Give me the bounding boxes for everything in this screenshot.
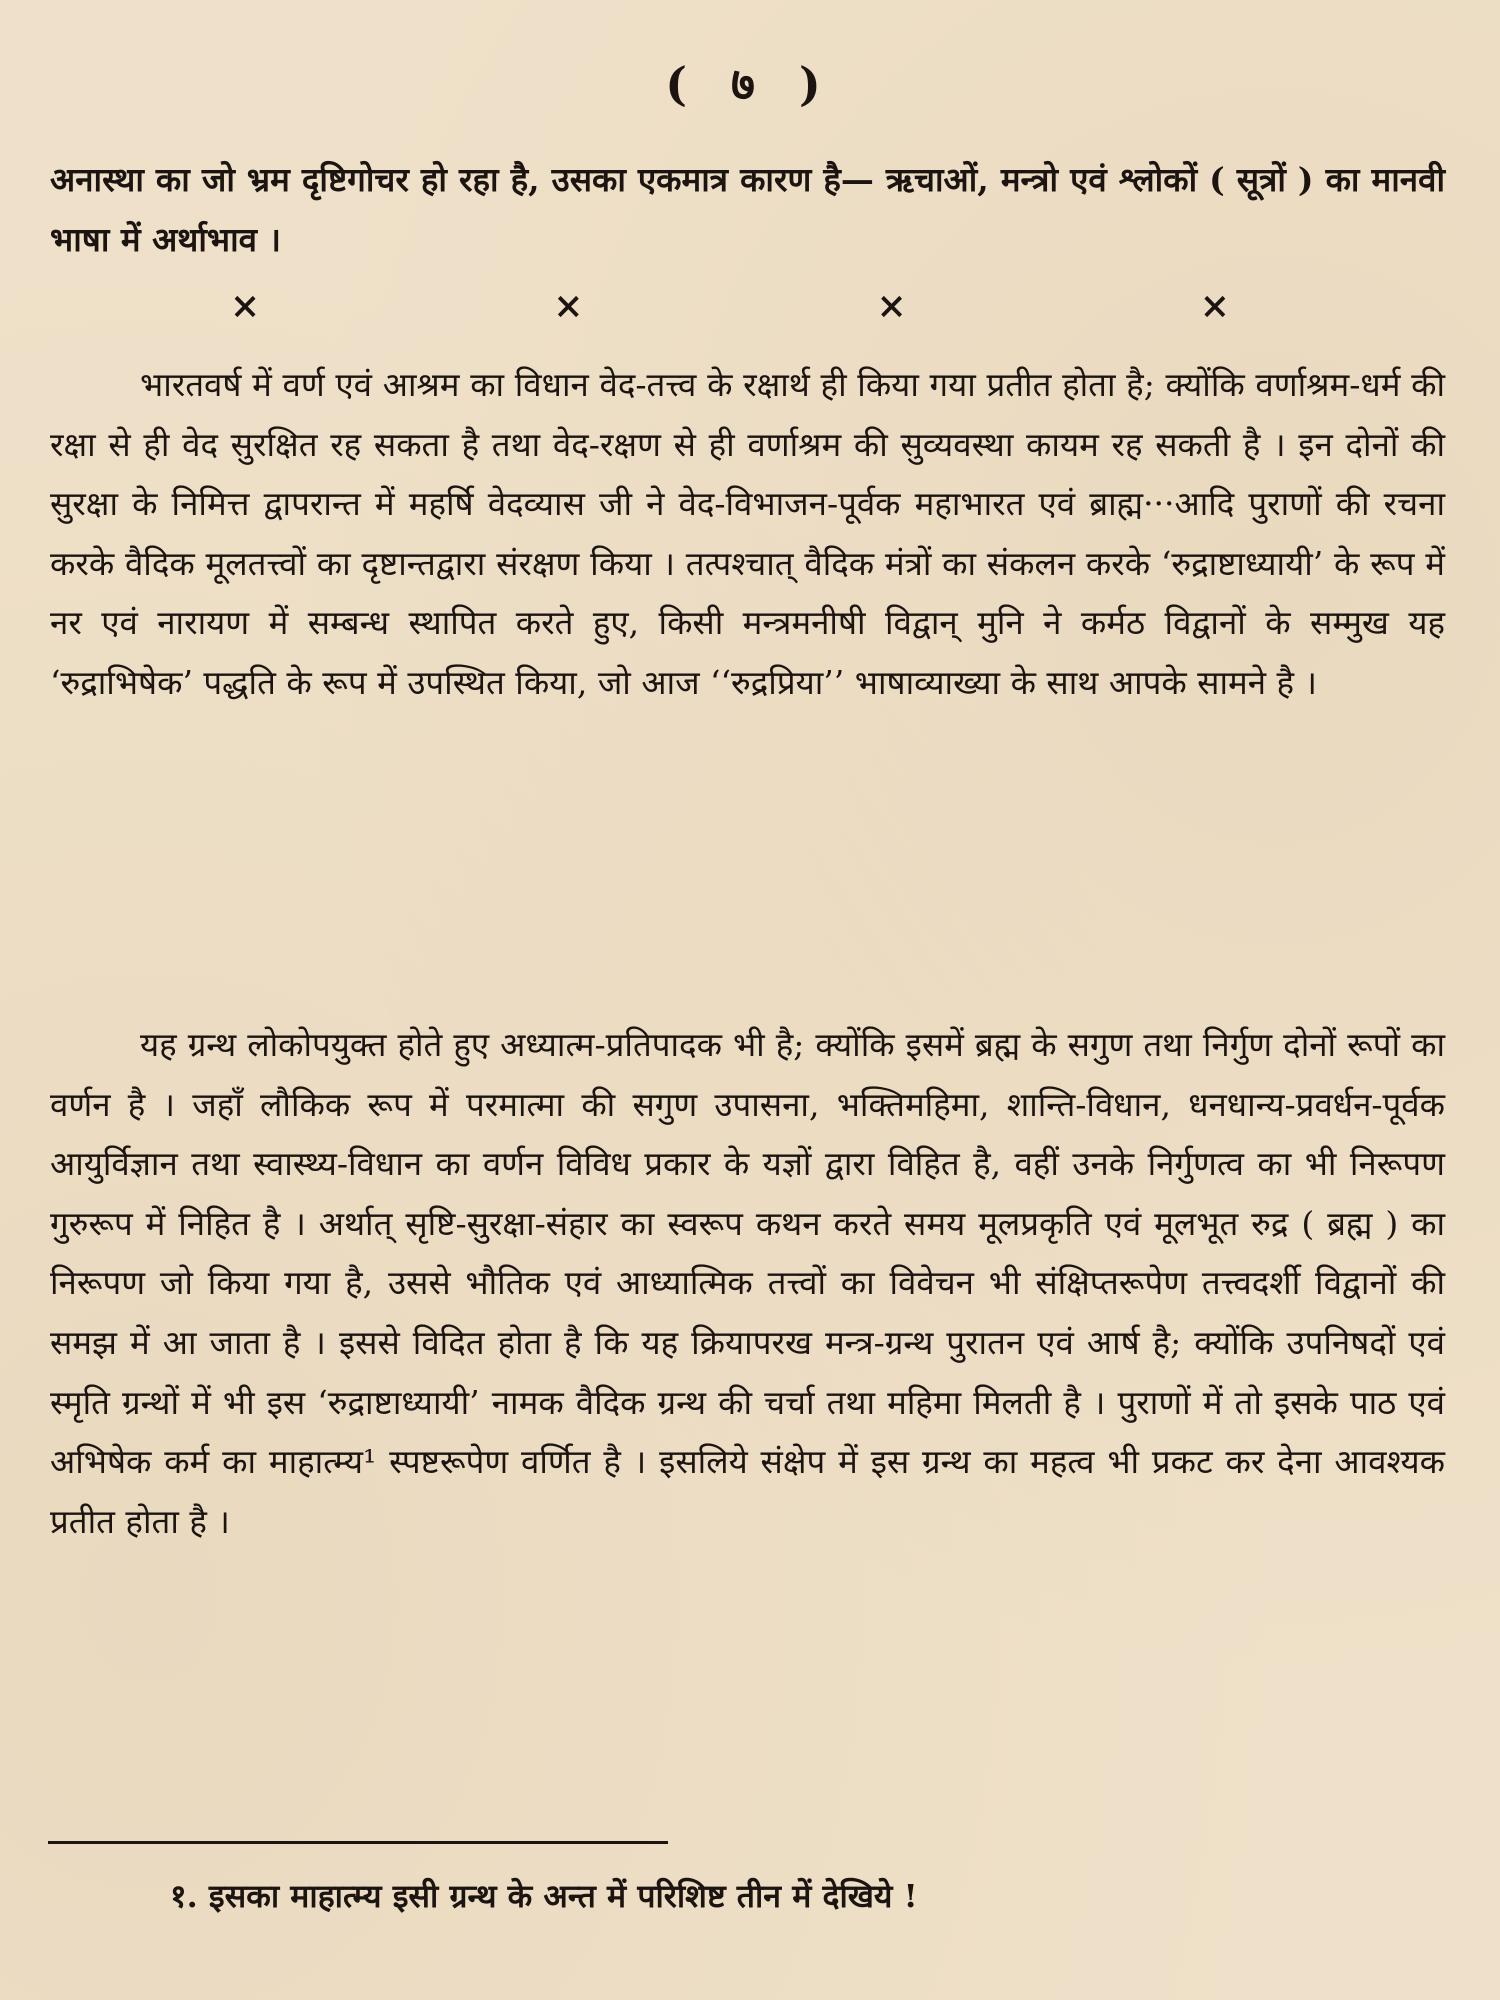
footnote-divider xyxy=(48,1841,668,1844)
paragraph-varnashram: भारतवर्ष में वर्ण एवं आश्रम का विधान वेद-तत्त्व के रक्षार्थ ही किया गया प्रतीत होता है; क्योंकि वर्णाश्रम-धर्म की रक्षा से ही वेद सुरक्षित रह सकता है तथा वेद-रक्षण से ही वर्णाश्रम की सुव्यवस्था कायम रह सकती है । इन दोनों की सुरक्षा के निमित्त द्वापरान्त में महर्षि वेदव्यास जी ने वेद-विभाजन-पूर्वक महाभारत एवं ब्राह्म···आदि पुराणों की रचना करके वैदिक मूलतत्त्वों का दृष्टान्तद्वारा संरक्षण किया । तत्पश्चात् वैदिक मंत्रों का संकलन करके ‘रुद्राष्टाध्यायी’ के रूप में नर एवं नारायण में सम्बन्ध स्थापित करते हुए, किसी मन्त्रमनीषी विद्वान् मुनि ने कर्मठ विद्वानों के सम्मुख यह ‘रुद्राभिषेक’ पद्धति के रूप में उपस्थित किया, जो आज ‘‘रुद्रप्रिया’’ भाषाव्याख्या के साथ आपके सामने है । xyxy=(50,365,1445,702)
paragraph-granth-mahatva: यह ग्रन्थ लोकोपयुक्त होते हुए अध्यात्म-प्रतिपादक भी है; क्योंकि इसमें ब्रह्म के सगुण तथा निर्गुण दोनों रूपों का वर्णन है । जहाँ लौकिक रूप में परमात्मा की सगुण उपासना, भक्तिमहिमा, शान्ति-विधान, धनधान्य-प्रवर्धन-पूर्वक आयुर्विज्ञान तथा स्वास्थ्य-विधान का वर्णन विविध प्रकार के यज्ञों द्वारा विहित है, वहीं उनके निर्गुणत्व का भी निरूपण गुरुरूप में निहित है । अर्थात् सृष्टि-सुरक्षा-संहार का स्वरूप कथन करते समय मूलप्रकृति एवं मूलभूत रुद्र ( ब्रह्म ) का निरूपण जो किया गया है, उससे भौतिक एवं आध्यात्मिक तत्त्वों का विवेचन भी संक्षिप्तरूपेण तत्त्वदर्शी विद्वानों की समझ में आ जाता है । इससे विदित होता है कि यह क्रियापरख मन्त्र-ग्रन्थ पुरातन एवं आर्ष है; क्योंकि उपनिषदों एवं स्मृति ग्रन्थों में भी इस ‘रुद्राष्टाध्यायी’ नामक वैदिक ग्रन्थ की चर्चा तथा महिमा मिलती है । पुराणों में तो इसके पाठ एवं अभिषेक कर्म का माहात्म्य¹ स्पष्टरूपेण वर्णित है । इसलिये संक्षेप में इस ग्रन्थ का महत्व भी प्रकट कर देना आवश्यक प्रतीत होता है । xyxy=(50,1025,1445,1541)
separator-mark: × xyxy=(230,285,261,327)
opening-text: अनास्था का जो भ्रम दृष्टिगोचर हो रहा है, उसका एकमात्र कारण है— ऋचाओं, मन्त्रो एवं श्लोकों ( सूत्रों ) का मानवी भाषा में अर्थाभाव । xyxy=(50,160,1445,259)
separator-mark: × xyxy=(876,285,907,327)
section-separator xyxy=(230,285,1230,327)
page-number: ( ७ ) xyxy=(665,57,835,111)
separator-mark: × xyxy=(553,285,584,327)
footnote: १. इसका माहात्म्य इसी ग्रन्थ के अन्त में परिशिष्ट तीन में देखिये ! xyxy=(170,1877,918,1915)
separator-mark: × xyxy=(1199,285,1230,327)
